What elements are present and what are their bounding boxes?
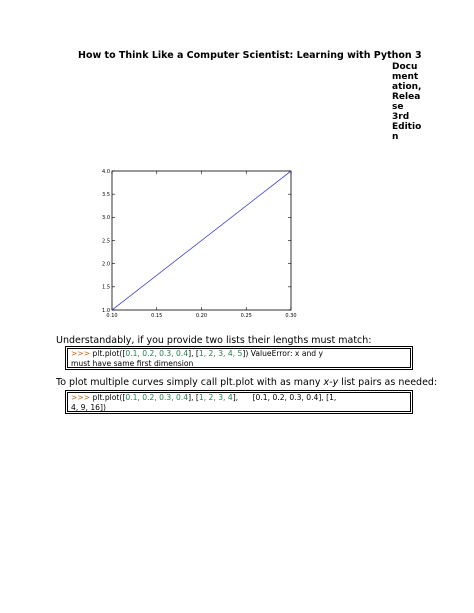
page-header-title: How to Think Like a Computer Scientist: Learning with Python 3 bbox=[78, 50, 422, 61]
code-sep: ], [ bbox=[188, 393, 199, 402]
para-italic-x: x bbox=[323, 377, 330, 388]
y-tick-label: 3.5 bbox=[102, 191, 110, 198]
code-list-x: 0.1, 0.2, 0.3, 0.4 bbox=[125, 393, 189, 402]
para-text-end: list pairs as needed: bbox=[338, 377, 438, 388]
code-list-x: 0.1, 0.2, 0.3, 0.4 bbox=[125, 349, 189, 358]
code-line: must have same first dimension bbox=[71, 358, 194, 368]
code-block-value-error bbox=[65, 346, 413, 370]
code-line bbox=[71, 393, 408, 403]
side-line: Relea bbox=[392, 92, 421, 102]
x-tick-label: 0.25 bbox=[240, 313, 252, 319]
code-line: 4, 9, 16]) bbox=[71, 402, 106, 412]
y-tick-label: 1.0 bbox=[102, 307, 110, 314]
side-line: Docu bbox=[392, 62, 418, 72]
y-tick-label: 4.0 bbox=[102, 168, 110, 175]
x-tick-label: 0.20 bbox=[195, 313, 208, 319]
y-tick-label: 2.0 bbox=[102, 261, 110, 268]
document-release-note bbox=[392, 62, 426, 142]
code-list-y: 1, 2, 3, 4 bbox=[198, 393, 233, 402]
para-text: To plot multiple curves simply call plt.plot with as many bbox=[56, 377, 324, 388]
side-line: n bbox=[392, 132, 399, 142]
code-call: plt.plot([ bbox=[92, 349, 126, 358]
x-tick-label: 0.30 bbox=[285, 313, 297, 319]
code-sep: ], [ bbox=[188, 349, 199, 358]
side-line: Editio bbox=[392, 122, 422, 132]
y-tick-label: 1.5 bbox=[102, 284, 110, 291]
x-tick-label: 0.10 bbox=[106, 313, 118, 319]
side-line: ment bbox=[392, 72, 419, 82]
code-list-y: 1, 2, 3, 4, 5 bbox=[198, 349, 243, 358]
para-dash: - bbox=[329, 377, 333, 388]
code-prompt: >>> bbox=[71, 349, 91, 358]
code-prompt: >>> bbox=[71, 393, 91, 402]
code-call: plt.plot([ bbox=[92, 393, 126, 402]
x-tick-label: 0.15 bbox=[151, 313, 163, 319]
paragraph-multiple-curves bbox=[56, 377, 437, 388]
paragraph-list-lengths: Understandably, if you provide two lists their lengths must match: bbox=[56, 335, 372, 346]
y-tick-label: 3.0 bbox=[102, 215, 110, 222]
side-line: 3rd bbox=[392, 112, 410, 122]
line-chart bbox=[96, 163, 301, 323]
code-line bbox=[71, 349, 408, 359]
side-line: se bbox=[392, 102, 404, 112]
code-block-multiple-curves bbox=[65, 390, 413, 414]
code-tail: [0.1, 0.2, 0.3, 0.4], [1, bbox=[238, 393, 337, 402]
code-error-text: ValueError: x and y bbox=[248, 349, 324, 358]
para-italic-y: y bbox=[332, 377, 339, 388]
y-tick-label: 2.5 bbox=[102, 238, 110, 245]
side-line: ation, bbox=[392, 82, 422, 92]
code-close: ]) bbox=[242, 349, 249, 358]
code-close: ], bbox=[232, 393, 239, 402]
